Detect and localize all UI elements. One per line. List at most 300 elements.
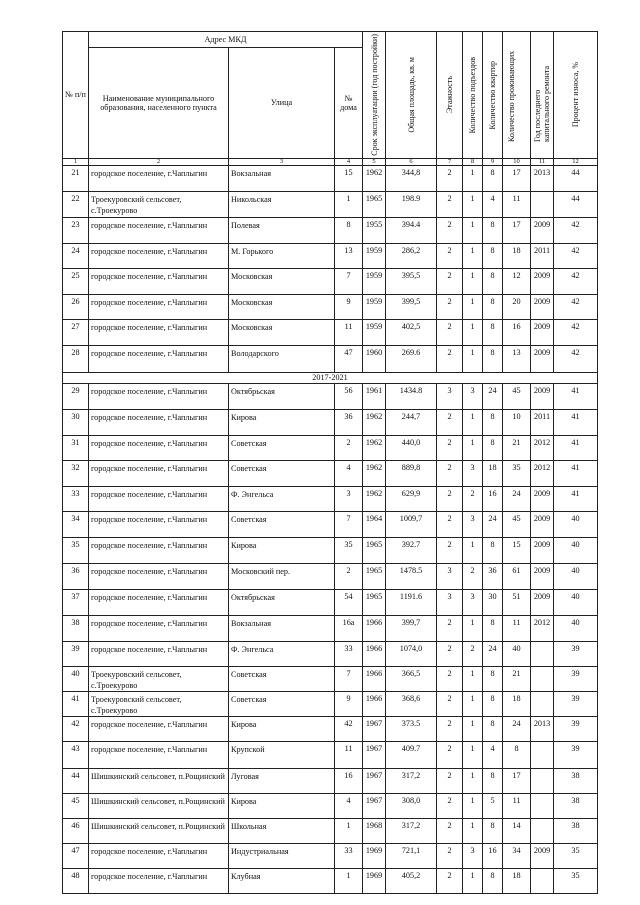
flats-cell: 8 — [483, 268, 503, 294]
flats-cell: 8 — [483, 868, 503, 893]
house-cell: 1 — [335, 818, 363, 843]
area-cell: 721,1 — [386, 843, 437, 868]
residents-cell: 11 — [503, 793, 531, 818]
area-cell: 394.4 — [386, 217, 437, 243]
table-row — [63, 537, 598, 563]
floors-cell: 2 — [437, 268, 463, 294]
header-flats-text: Количество квартир — [488, 60, 498, 130]
header-municipality: Наименование муниципального образования, населенного пункта — [89, 47, 229, 158]
municipality-cell: городское поселение, г.Чаплыгин — [89, 319, 229, 345]
residents-cell: 51 — [503, 589, 531, 615]
entrances-cell: 3 — [463, 511, 483, 537]
wear-cell: 42 — [554, 319, 598, 345]
flats-cell: 8 — [483, 165, 503, 191]
table-row — [63, 589, 598, 615]
repair-year-cell: 2009 — [531, 294, 554, 319]
house-cell: 33 — [335, 843, 363, 868]
municipality-cell: городское поселение, г.Чаплыгин — [89, 868, 229, 893]
year-cell: 1962 — [363, 409, 386, 435]
street-cell: Кирова — [229, 716, 335, 741]
street-cell: Советская — [229, 435, 335, 460]
wear-cell: 39 — [554, 666, 598, 691]
header-floors — [437, 32, 463, 159]
residents-cell: 45 — [503, 511, 531, 537]
row-num: 35 — [63, 537, 89, 563]
area-cell: 368,6 — [386, 691, 437, 716]
flats-cell: 8 — [483, 409, 503, 435]
entrances-cell: 1 — [463, 716, 483, 741]
street-cell: Клубная — [229, 868, 335, 893]
flats-cell: 16 — [483, 486, 503, 511]
repair-year-cell: 2009 — [531, 268, 554, 294]
wear-cell: 40 — [554, 589, 598, 615]
house-cell: 16 — [335, 768, 363, 793]
residents-cell: 61 — [503, 563, 531, 589]
entrances-cell: 1 — [463, 319, 483, 345]
header-wear-text: Процент износа, % — [571, 62, 581, 128]
table-row — [63, 793, 598, 818]
header-year — [363, 32, 386, 159]
column-number: 7 — [437, 158, 463, 165]
floors-cell: 2 — [437, 165, 463, 191]
header-num: № п/п — [63, 32, 89, 159]
floors-cell: 2 — [437, 460, 463, 486]
table-row — [63, 641, 598, 666]
municipality-cell: Троекуровский сельсовет, с.Троекурово — [89, 666, 229, 691]
residents-cell: 11 — [503, 191, 531, 217]
flats-cell: 24 — [483, 383, 503, 409]
house-cell: 47 — [335, 345, 363, 372]
entrances-cell: 1 — [463, 268, 483, 294]
repair-year-cell: 2012 — [531, 615, 554, 641]
floors-cell: 2 — [437, 615, 463, 641]
municipality-cell: городское поселение, г.Чаплыгин — [89, 716, 229, 741]
row-num: 24 — [63, 243, 89, 268]
year-cell: 1966 — [363, 666, 386, 691]
residents-cell: 18 — [503, 691, 531, 716]
municipality-cell: городское поселение, г.Чаплыгин — [89, 165, 229, 191]
municipality-cell: городское поселение, г.Чаплыгин — [89, 537, 229, 563]
floors-cell: 2 — [437, 243, 463, 268]
house-cell: 2 — [335, 563, 363, 589]
row-num: 38 — [63, 615, 89, 641]
housing-register-table — [62, 31, 598, 894]
wear-cell: 40 — [554, 563, 598, 589]
entrances-cell: 1 — [463, 294, 483, 319]
wear-cell: 41 — [554, 460, 598, 486]
row-num: 44 — [63, 768, 89, 793]
residents-cell: 24 — [503, 486, 531, 511]
entrances-cell: 1 — [463, 868, 483, 893]
street-cell: Советская — [229, 691, 335, 716]
entrances-cell: 1 — [463, 691, 483, 716]
residents-cell: 35 — [503, 460, 531, 486]
wear-cell: 38 — [554, 818, 598, 843]
house-cell: 36 — [335, 409, 363, 435]
street-cell: Крупской — [229, 741, 335, 768]
repair-year-cell: 2009 — [531, 511, 554, 537]
floors-cell: 2 — [437, 217, 463, 243]
residents-cell: 17 — [503, 768, 531, 793]
repair-year-cell — [531, 641, 554, 666]
year-cell: 1959 — [363, 243, 386, 268]
year-cell: 1959 — [363, 294, 386, 319]
year-cell: 1968 — [363, 818, 386, 843]
area-cell: 269.6 — [386, 345, 437, 372]
municipality-cell: городское поселение, г.Чаплыгин — [89, 741, 229, 768]
residents-cell: 10 — [503, 409, 531, 435]
column-number: 3 — [229, 158, 335, 165]
entrances-cell: 1 — [463, 217, 483, 243]
column-number: 9 — [483, 158, 503, 165]
entrances-cell: 1 — [463, 818, 483, 843]
street-cell: Школьная — [229, 818, 335, 843]
repair-year-cell: 2009 — [531, 319, 554, 345]
year-cell: 1965 — [363, 563, 386, 589]
floors-cell: 2 — [437, 294, 463, 319]
repair-year-cell — [531, 691, 554, 716]
table-row — [63, 615, 598, 641]
residents-cell: 17 — [503, 165, 531, 191]
residents-cell: 24 — [503, 716, 531, 741]
flats-cell: 24 — [483, 641, 503, 666]
year-cell: 1962 — [363, 460, 386, 486]
flats-cell: 8 — [483, 818, 503, 843]
row-num: 29 — [63, 383, 89, 409]
header-year-text: Срок эксплуатации (год постройки) — [369, 34, 379, 156]
entrances-cell: 1 — [463, 243, 483, 268]
municipality-cell: Шишкинский сельсовет, п.Рощинский — [89, 818, 229, 843]
table-row — [63, 716, 598, 741]
column-number: 8 — [463, 158, 483, 165]
house-cell: 4 — [335, 460, 363, 486]
wear-cell: 39 — [554, 716, 598, 741]
repair-year-cell — [531, 191, 554, 217]
wear-cell: 42 — [554, 294, 598, 319]
street-cell: Володарского — [229, 345, 335, 372]
repair-year-cell — [531, 741, 554, 768]
year-cell: 1967 — [363, 741, 386, 768]
repair-year-cell — [531, 768, 554, 793]
entrances-cell: 3 — [463, 460, 483, 486]
area-cell: 1009,7 — [386, 511, 437, 537]
flats-cell: 8 — [483, 319, 503, 345]
table-row — [63, 409, 598, 435]
municipality-cell: городское поселение, г.Чаплыгин — [89, 435, 229, 460]
wear-cell: 40 — [554, 537, 598, 563]
repair-year-cell — [531, 793, 554, 818]
house-cell: 11 — [335, 319, 363, 345]
year-cell: 1969 — [363, 868, 386, 893]
house-cell: 16а — [335, 615, 363, 641]
year-cell: 1955 — [363, 217, 386, 243]
repair-year-cell — [531, 666, 554, 691]
year-cell: 1962 — [363, 486, 386, 511]
wear-cell: 39 — [554, 691, 598, 716]
floors-cell: 2 — [437, 741, 463, 768]
area-cell: 373.5 — [386, 716, 437, 741]
entrances-cell: 1 — [463, 409, 483, 435]
floors-cell: 2 — [437, 191, 463, 217]
floors-cell: 2 — [437, 409, 463, 435]
header-residents-text: Количество проживающих — [506, 51, 516, 143]
column-number: 12 — [554, 158, 598, 165]
row-num: 42 — [63, 716, 89, 741]
header-repair-text: Год последнего капитального ремонта — [533, 66, 552, 143]
area-cell: 629,9 — [386, 486, 437, 511]
residents-cell: 40 — [503, 641, 531, 666]
municipality-cell: Троекуровский сельсовет, с.Троекурово — [89, 691, 229, 716]
column-number: 10 — [503, 158, 531, 165]
municipality-cell: городское поселение, г.Чаплыгин — [89, 243, 229, 268]
table-row — [63, 511, 598, 537]
repair-year-cell: 2011 — [531, 243, 554, 268]
municipality-cell: городское поселение, г.Чаплыгин — [89, 409, 229, 435]
year-cell: 1966 — [363, 691, 386, 716]
entrances-cell: 2 — [463, 486, 483, 511]
street-cell: Московская — [229, 294, 335, 319]
table-row — [63, 383, 598, 409]
repair-year-cell — [531, 868, 554, 893]
year-cell: 1964 — [363, 511, 386, 537]
column-number: 1 — [63, 158, 89, 165]
municipality-cell: Шишкинский сельсовет, п.Рощинский — [89, 793, 229, 818]
residents-cell: 45 — [503, 383, 531, 409]
flats-cell: 4 — [483, 741, 503, 768]
row-num: 27 — [63, 319, 89, 345]
street-cell: Кирова — [229, 793, 335, 818]
municipality-cell: городское поселение, г.Чаплыгин — [89, 217, 229, 243]
table-row — [63, 243, 598, 268]
flats-cell: 8 — [483, 345, 503, 372]
street-cell: Полевая — [229, 217, 335, 243]
house-cell: 2 — [335, 435, 363, 460]
entrances-cell: 1 — [463, 165, 483, 191]
house-cell: 9 — [335, 294, 363, 319]
entrances-cell: 1 — [463, 435, 483, 460]
year-cell: 1965 — [363, 589, 386, 615]
table-row — [63, 435, 598, 460]
flats-cell: 36 — [483, 563, 503, 589]
row-num: 41 — [63, 691, 89, 716]
repair-year-cell: 2009 — [531, 383, 554, 409]
street-cell: Советская — [229, 511, 335, 537]
floors-cell: 2 — [437, 435, 463, 460]
street-cell: Никольская — [229, 191, 335, 217]
flats-cell: 8 — [483, 217, 503, 243]
table-row — [63, 563, 598, 589]
area-cell: 344,8 — [386, 165, 437, 191]
wear-cell: 38 — [554, 793, 598, 818]
row-num: 39 — [63, 641, 89, 666]
rows-after-period — [63, 383, 598, 893]
entrances-cell: 3 — [463, 589, 483, 615]
row-num: 23 — [63, 217, 89, 243]
table-row — [63, 345, 598, 372]
residents-cell: 16 — [503, 319, 531, 345]
row-num: 33 — [63, 486, 89, 511]
year-cell: 1969 — [363, 843, 386, 868]
flats-cell: 16 — [483, 843, 503, 868]
header-area — [386, 32, 437, 159]
residents-cell: 13 — [503, 345, 531, 372]
street-cell: Луговая — [229, 768, 335, 793]
table-row — [63, 868, 598, 893]
municipality-cell: городское поселение, г.Чаплыгин — [89, 460, 229, 486]
row-num: 31 — [63, 435, 89, 460]
house-cell: 3 — [335, 486, 363, 511]
year-cell: 1961 — [363, 383, 386, 409]
year-cell: 1965 — [363, 537, 386, 563]
municipality-cell: городское поселение, г.Чаплыгин — [89, 563, 229, 589]
repair-year-cell: 2009 — [531, 345, 554, 372]
repair-year-cell: 2013 — [531, 716, 554, 741]
row-num: 32 — [63, 460, 89, 486]
area-cell: 308,0 — [386, 793, 437, 818]
wear-cell: 41 — [554, 409, 598, 435]
residents-cell: 14 — [503, 818, 531, 843]
row-num: 45 — [63, 793, 89, 818]
wear-cell: 41 — [554, 383, 598, 409]
floors-cell: 2 — [437, 537, 463, 563]
flats-cell: 24 — [483, 511, 503, 537]
column-number: 4 — [335, 158, 363, 165]
house-cell: 35 — [335, 537, 363, 563]
area-cell: 399,7 — [386, 615, 437, 641]
table-row — [63, 268, 598, 294]
flats-cell: 8 — [483, 537, 503, 563]
area-cell: 395,5 — [386, 268, 437, 294]
flats-cell: 30 — [483, 589, 503, 615]
floors-cell: 2 — [437, 345, 463, 372]
municipality-cell: Шишкинский сельсовет, п.Рощинский — [89, 768, 229, 793]
entrances-cell: 1 — [463, 191, 483, 217]
residents-cell: 17 — [503, 217, 531, 243]
wear-cell: 44 — [554, 165, 598, 191]
area-cell: 405,2 — [386, 868, 437, 893]
area-cell: 399,5 — [386, 294, 437, 319]
house-cell: 15 — [335, 165, 363, 191]
flats-cell: 8 — [483, 243, 503, 268]
header-entrances-text: Количество подъездов — [468, 56, 478, 134]
house-cell: 1 — [335, 868, 363, 893]
street-cell: Кирова — [229, 409, 335, 435]
area-cell: 440,0 — [386, 435, 437, 460]
entrances-cell: 3 — [463, 843, 483, 868]
area-cell: 286,2 — [386, 243, 437, 268]
table-row — [63, 165, 598, 191]
row-num: 43 — [63, 741, 89, 768]
row-num: 34 — [63, 511, 89, 537]
street-cell: М. Горького — [229, 243, 335, 268]
floors-cell: 2 — [437, 641, 463, 666]
floors-cell: 2 — [437, 843, 463, 868]
street-cell: Московская — [229, 268, 335, 294]
year-cell: 1959 — [363, 268, 386, 294]
floors-cell: 2 — [437, 793, 463, 818]
year-cell: 1960 — [363, 345, 386, 372]
row-num: 46 — [63, 818, 89, 843]
wear-cell: 40 — [554, 511, 598, 537]
repair-year-cell: 2012 — [531, 460, 554, 486]
year-cell: 1965 — [363, 191, 386, 217]
row-num: 28 — [63, 345, 89, 372]
repair-year-cell: 2009 — [531, 486, 554, 511]
floors-cell: 2 — [437, 486, 463, 511]
year-cell: 1967 — [363, 793, 386, 818]
area-cell: 392.7 — [386, 537, 437, 563]
header-wear — [554, 32, 598, 159]
flats-cell: 5 — [483, 793, 503, 818]
street-cell: Октябрьская — [229, 589, 335, 615]
row-num: 30 — [63, 409, 89, 435]
municipality-cell: Троекуровский сельсовет, с.Троекурово — [89, 191, 229, 217]
flats-cell: 8 — [483, 666, 503, 691]
row-num: 36 — [63, 563, 89, 589]
flats-cell: 8 — [483, 691, 503, 716]
column-number: 11 — [531, 158, 554, 165]
area-cell: 317,2 — [386, 768, 437, 793]
municipality-cell: городское поселение, г.Чаплыгин — [89, 641, 229, 666]
residents-cell: 20 — [503, 294, 531, 319]
table-row — [63, 843, 598, 868]
wear-cell: 38 — [554, 768, 598, 793]
residents-cell: 34 — [503, 843, 531, 868]
house-cell: 7 — [335, 268, 363, 294]
header-address: Адрес МКД — [89, 32, 363, 48]
house-cell: 7 — [335, 666, 363, 691]
wear-cell: 39 — [554, 641, 598, 666]
house-cell: 8 — [335, 217, 363, 243]
floors-cell: 2 — [437, 319, 463, 345]
year-cell: 1966 — [363, 641, 386, 666]
column-number: 6 — [386, 158, 437, 165]
entrances-cell: 2 — [463, 563, 483, 589]
area-cell: 1478.5 — [386, 563, 437, 589]
floors-cell: 3 — [437, 383, 463, 409]
table-row — [63, 460, 598, 486]
street-cell: Индустриальная — [229, 843, 335, 868]
area-cell: 1434.8 — [386, 383, 437, 409]
residents-cell: 12 — [503, 268, 531, 294]
residents-cell: 18 — [503, 868, 531, 893]
header-repair — [531, 32, 554, 159]
row-num: 37 — [63, 589, 89, 615]
row-num: 40 — [63, 666, 89, 691]
street-cell: Московская — [229, 319, 335, 345]
row-num: 21 — [63, 165, 89, 191]
house-cell: 11 — [335, 741, 363, 768]
entrances-cell: 2 — [463, 641, 483, 666]
repair-year-cell: 2009 — [531, 217, 554, 243]
floors-cell: 2 — [437, 868, 463, 893]
residents-cell: 8 — [503, 741, 531, 768]
municipality-cell: городское поселение, г.Чаплыгин — [89, 383, 229, 409]
year-cell: 1959 — [363, 319, 386, 345]
header-residents — [503, 32, 531, 159]
flats-cell: 8 — [483, 294, 503, 319]
street-cell: Московский пер. — [229, 563, 335, 589]
repair-year-cell: 2012 — [531, 435, 554, 460]
repair-year-cell: 2009 — [531, 589, 554, 615]
period-label: 2017-2021 — [63, 372, 598, 383]
floors-cell: 2 — [437, 768, 463, 793]
floors-cell: 2 — [437, 716, 463, 741]
table-row — [63, 217, 598, 243]
municipality-cell: городское поселение, г.Чаплыгин — [89, 294, 229, 319]
year-cell: 1967 — [363, 768, 386, 793]
table-row — [63, 294, 598, 319]
